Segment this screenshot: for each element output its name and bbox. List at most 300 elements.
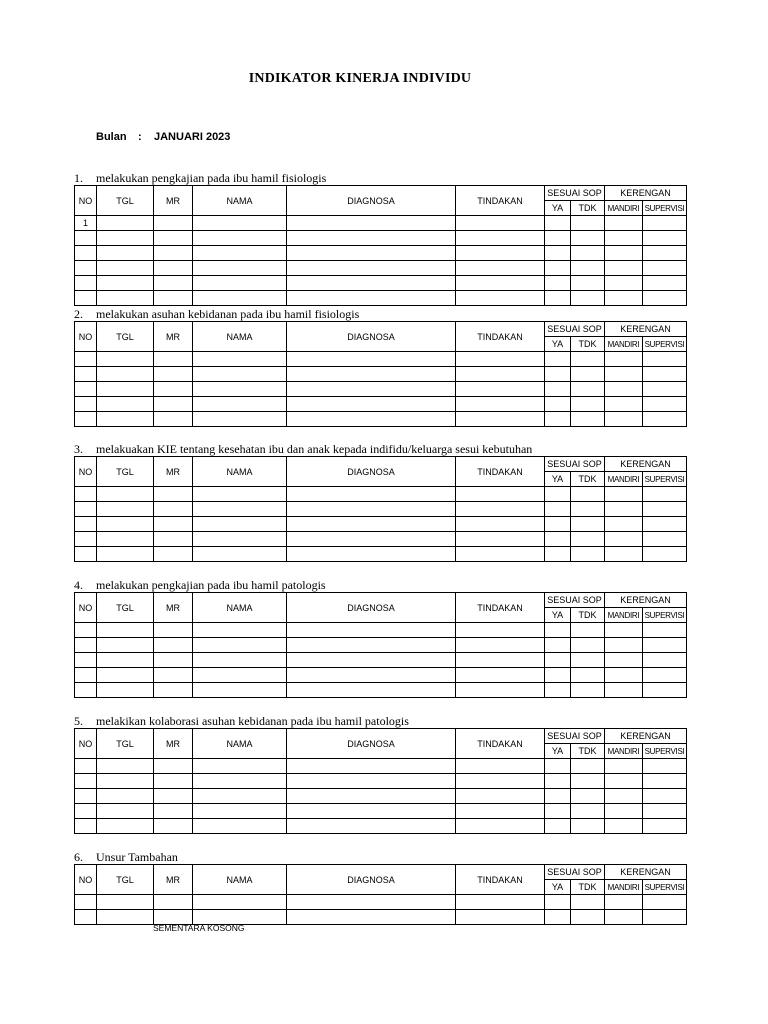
table-cell xyxy=(154,517,193,532)
table-cell xyxy=(75,352,97,367)
table-cell xyxy=(643,774,687,789)
table-cell xyxy=(605,653,643,668)
table-cell xyxy=(571,819,605,834)
header-tdk: TDK xyxy=(571,608,605,623)
header-nama: NAMA xyxy=(193,186,287,216)
table-cell xyxy=(545,547,571,562)
table-cell xyxy=(154,502,193,517)
table-cell xyxy=(193,412,287,427)
table-cell xyxy=(193,819,287,834)
header-mandiri: MANDIRI xyxy=(605,880,643,895)
table-cell xyxy=(97,547,154,562)
table-cell xyxy=(571,412,605,427)
table-cell xyxy=(545,487,571,502)
table-cell xyxy=(571,231,605,246)
table-cell xyxy=(643,653,687,668)
table-cell xyxy=(456,789,545,804)
table-cell xyxy=(287,352,456,367)
table-cell xyxy=(605,517,643,532)
header-kerengan: KERENGAN xyxy=(605,593,687,608)
table-cell xyxy=(605,231,643,246)
table-cell xyxy=(97,291,154,306)
header-ya: YA xyxy=(545,880,571,895)
table-cell xyxy=(545,653,571,668)
table-cell xyxy=(643,804,687,819)
table-cell xyxy=(456,502,545,517)
table-cell xyxy=(154,291,193,306)
table-cell xyxy=(193,231,287,246)
table-cell xyxy=(193,502,287,517)
table-cell xyxy=(605,352,643,367)
table-cell xyxy=(154,819,193,834)
month-label: Bulan xyxy=(96,131,127,143)
table-cell xyxy=(605,683,643,698)
table-row xyxy=(75,397,687,412)
table-cell xyxy=(287,819,456,834)
header-kerengan: KERENGAN xyxy=(605,322,687,337)
header-mr: MR xyxy=(154,186,193,216)
table-cell xyxy=(545,774,571,789)
table-cell xyxy=(97,759,154,774)
table-cell xyxy=(75,638,97,653)
table-row xyxy=(75,517,687,532)
table-cell xyxy=(643,216,687,231)
table-cell xyxy=(643,276,687,291)
table-cell xyxy=(154,789,193,804)
table-cell xyxy=(571,547,605,562)
table-cell xyxy=(97,382,154,397)
table-cell xyxy=(154,653,193,668)
table-cell xyxy=(545,759,571,774)
table-cell xyxy=(75,910,97,925)
table-cell xyxy=(545,804,571,819)
table-cell xyxy=(571,623,605,638)
table-cell xyxy=(456,638,545,653)
header-tindakan: TINDAKAN xyxy=(456,457,545,487)
table-cell xyxy=(605,291,643,306)
table-cell xyxy=(97,352,154,367)
table-cell xyxy=(287,668,456,683)
table-cell xyxy=(456,547,545,562)
table-row xyxy=(75,291,687,306)
header-supervisi: SUPERVISI xyxy=(643,608,687,623)
table-cell xyxy=(605,774,643,789)
header-ya: YA xyxy=(545,744,571,759)
table-cell xyxy=(571,246,605,261)
table-cell xyxy=(571,804,605,819)
header-no: NO xyxy=(75,322,97,352)
section-number: 6. xyxy=(74,850,83,864)
table-cell xyxy=(75,532,97,547)
indicator-table xyxy=(74,456,687,562)
table-cell xyxy=(545,231,571,246)
table-row xyxy=(75,623,687,638)
table-row xyxy=(75,502,687,517)
table-cell xyxy=(193,276,287,291)
table-row xyxy=(75,352,687,367)
indicator-table xyxy=(74,864,687,925)
header-tgl: TGL xyxy=(97,186,154,216)
table-row xyxy=(75,789,687,804)
table-cell xyxy=(456,246,545,261)
header-ya: YA xyxy=(545,337,571,352)
table-row xyxy=(75,216,687,231)
table-cell xyxy=(75,382,97,397)
table-cell xyxy=(75,789,97,804)
table-cell xyxy=(643,547,687,562)
header-ya: YA xyxy=(545,608,571,623)
table-cell xyxy=(97,246,154,261)
header-tindakan: TINDAKAN xyxy=(456,729,545,759)
header-no: NO xyxy=(75,729,97,759)
table-cell xyxy=(75,246,97,261)
section-number: 3. xyxy=(74,442,83,456)
document-title: INDIKATOR KINERJA INDIVIDU xyxy=(248,71,472,86)
header-mandiri: MANDIRI xyxy=(605,201,643,216)
table-cell xyxy=(75,623,97,638)
table-cell xyxy=(75,895,97,910)
indicator-table xyxy=(74,321,687,427)
table-cell xyxy=(545,895,571,910)
header-mandiri: MANDIRI xyxy=(605,744,643,759)
header-sesuai-sop: SESUAI SOP xyxy=(545,186,605,201)
header-nama: NAMA xyxy=(193,322,287,352)
header-diagnosa: DIAGNOSA xyxy=(287,186,456,216)
header-diagnosa: DIAGNOSA xyxy=(287,322,456,352)
header-mr: MR xyxy=(154,865,193,895)
table-cell xyxy=(193,261,287,276)
table-cell xyxy=(456,623,545,638)
table-cell xyxy=(456,367,545,382)
table-cell xyxy=(154,261,193,276)
table-cell xyxy=(287,397,456,412)
header-nama: NAMA xyxy=(193,729,287,759)
table-cell xyxy=(97,517,154,532)
table-cell xyxy=(545,819,571,834)
header-sesuai-sop: SESUAI SOP xyxy=(545,593,605,608)
table-cell xyxy=(643,668,687,683)
table-cell xyxy=(193,789,287,804)
table-cell xyxy=(545,397,571,412)
table-cell xyxy=(605,638,643,653)
table-cell xyxy=(605,759,643,774)
table-cell xyxy=(287,638,456,653)
table-cell xyxy=(571,759,605,774)
table-cell xyxy=(287,653,456,668)
table-cell xyxy=(571,653,605,668)
table-cell xyxy=(287,291,456,306)
table-cell xyxy=(545,789,571,804)
table-cell xyxy=(75,231,97,246)
table-cell xyxy=(643,352,687,367)
table-cell xyxy=(287,367,456,382)
table-cell xyxy=(154,668,193,683)
table-cell xyxy=(75,261,97,276)
table-cell xyxy=(571,668,605,683)
section-number: 4. xyxy=(74,578,83,592)
table-cell xyxy=(571,261,605,276)
table-cell xyxy=(154,276,193,291)
table-row xyxy=(75,412,687,427)
table-cell xyxy=(193,291,287,306)
table-row xyxy=(75,653,687,668)
table-cell xyxy=(97,412,154,427)
table-cell xyxy=(545,276,571,291)
table-cell xyxy=(545,623,571,638)
header-mr: MR xyxy=(154,593,193,623)
table-cell xyxy=(193,532,287,547)
table-cell xyxy=(97,261,154,276)
table-cell xyxy=(545,910,571,925)
table-cell xyxy=(97,502,154,517)
table-cell xyxy=(456,261,545,276)
table-cell xyxy=(643,895,687,910)
table-cell xyxy=(154,246,193,261)
table-cell xyxy=(154,623,193,638)
table-cell xyxy=(605,397,643,412)
table-cell xyxy=(287,231,456,246)
table-cell xyxy=(97,653,154,668)
table-row xyxy=(75,382,687,397)
header-sesuai-sop: SESUAI SOP xyxy=(545,322,605,337)
table-cell xyxy=(456,231,545,246)
table-cell xyxy=(75,412,97,427)
table-cell xyxy=(97,895,154,910)
table-row xyxy=(75,895,687,910)
table-row xyxy=(75,638,687,653)
table-cell xyxy=(545,367,571,382)
table-row xyxy=(75,261,687,276)
header-tindakan: TINDAKAN xyxy=(456,593,545,623)
table-cell xyxy=(97,487,154,502)
table-row xyxy=(75,774,687,789)
table-cell xyxy=(154,412,193,427)
table-cell xyxy=(75,276,97,291)
header-diagnosa: DIAGNOSA xyxy=(287,593,456,623)
header-ya: YA xyxy=(545,472,571,487)
section-title-text: Unsur Tambahan xyxy=(96,850,178,864)
table-cell xyxy=(193,517,287,532)
header-supervisi: SUPERVISI xyxy=(643,337,687,352)
table-cell xyxy=(287,261,456,276)
table-cell xyxy=(97,638,154,653)
header-no: NO xyxy=(75,457,97,487)
header-tgl: TGL xyxy=(97,729,154,759)
table-cell xyxy=(605,487,643,502)
table-cell xyxy=(287,216,456,231)
table-cell xyxy=(643,231,687,246)
table-cell xyxy=(287,246,456,261)
section-number: 1. xyxy=(74,171,83,185)
table-cell xyxy=(571,517,605,532)
table-cell xyxy=(571,502,605,517)
month-value: JANUARI 2023 xyxy=(154,131,231,143)
table-cell xyxy=(456,532,545,547)
header-supervisi: SUPERVISI xyxy=(643,472,687,487)
table-cell xyxy=(75,487,97,502)
table-cell xyxy=(643,291,687,306)
header-tdk: TDK xyxy=(571,744,605,759)
table-cell xyxy=(643,683,687,698)
table-cell xyxy=(154,352,193,367)
table-cell xyxy=(193,367,287,382)
table-cell xyxy=(154,231,193,246)
header-tdk: TDK xyxy=(571,472,605,487)
table-cell xyxy=(605,668,643,683)
table-row xyxy=(75,683,687,698)
table-cell xyxy=(545,382,571,397)
header-supervisi: SUPERVISI xyxy=(643,201,687,216)
table-cell xyxy=(643,623,687,638)
table-cell xyxy=(456,668,545,683)
table-cell xyxy=(193,397,287,412)
header-tdk: TDK xyxy=(571,880,605,895)
table-cell xyxy=(97,804,154,819)
table-cell xyxy=(154,638,193,653)
header-ya: YA xyxy=(545,201,571,216)
table-cell xyxy=(193,547,287,562)
table-cell xyxy=(456,683,545,698)
section-title-text: melakukan pengkajian pada ibu hamil fisiologis xyxy=(96,171,327,185)
table-cell xyxy=(154,397,193,412)
table-cell xyxy=(605,910,643,925)
table-cell xyxy=(643,397,687,412)
header-tdk: TDK xyxy=(571,337,605,352)
table-row xyxy=(75,759,687,774)
table-cell xyxy=(287,276,456,291)
table-cell xyxy=(287,382,456,397)
table-cell xyxy=(154,774,193,789)
table-row xyxy=(75,367,687,382)
header-sesuai-sop: SESUAI SOP xyxy=(545,729,605,744)
table-cell xyxy=(193,246,287,261)
table-cell xyxy=(456,216,545,231)
table-cell xyxy=(193,774,287,789)
table-cell xyxy=(287,774,456,789)
table-cell xyxy=(643,759,687,774)
table-cell xyxy=(97,910,154,925)
table-cell xyxy=(571,895,605,910)
table-cell xyxy=(571,487,605,502)
table-cell xyxy=(643,367,687,382)
table-cell xyxy=(75,517,97,532)
table-cell xyxy=(605,216,643,231)
table-cell xyxy=(456,276,545,291)
table-row xyxy=(75,819,687,834)
table-cell xyxy=(643,502,687,517)
table-cell xyxy=(456,804,545,819)
header-tindakan: TINDAKAN xyxy=(456,186,545,216)
table-cell xyxy=(193,895,287,910)
table-cell xyxy=(75,367,97,382)
table-cell xyxy=(287,532,456,547)
table-cell xyxy=(154,216,193,231)
table-cell xyxy=(605,895,643,910)
table-cell xyxy=(545,638,571,653)
table-cell xyxy=(97,216,154,231)
section-note: SEMENTARA KOSONG xyxy=(153,923,245,933)
table-cell xyxy=(287,895,456,910)
table-cell xyxy=(545,683,571,698)
table-cell xyxy=(605,261,643,276)
table-cell xyxy=(571,532,605,547)
header-diagnosa: DIAGNOSA xyxy=(287,865,456,895)
table-cell xyxy=(545,246,571,261)
table-cell xyxy=(287,683,456,698)
table-cell xyxy=(643,532,687,547)
table-row xyxy=(75,231,687,246)
table-cell xyxy=(456,352,545,367)
table-cell xyxy=(75,291,97,306)
table-row xyxy=(75,804,687,819)
table-cell xyxy=(545,352,571,367)
table-cell xyxy=(605,382,643,397)
table-cell xyxy=(643,638,687,653)
table-cell xyxy=(545,517,571,532)
indicator-table xyxy=(74,592,687,698)
header-diagnosa: DIAGNOSA xyxy=(287,729,456,759)
table-cell xyxy=(97,276,154,291)
table-cell xyxy=(571,382,605,397)
table-cell xyxy=(287,487,456,502)
header-tindakan: TINDAKAN xyxy=(456,322,545,352)
table-cell xyxy=(545,216,571,231)
table-row xyxy=(75,668,687,683)
section-title-text: melakukan asuhan kebidanan pada ibu hamil fisiologis xyxy=(96,307,360,321)
table-cell xyxy=(75,547,97,562)
header-no: NO xyxy=(75,186,97,216)
table-cell xyxy=(456,487,545,502)
table-cell xyxy=(75,804,97,819)
table-cell xyxy=(605,819,643,834)
table-cell xyxy=(456,397,545,412)
table-cell xyxy=(605,246,643,261)
table-cell xyxy=(456,412,545,427)
table-cell xyxy=(287,412,456,427)
table-cell xyxy=(571,910,605,925)
section-title-text: melakukan pengkajian pada ibu hamil patologis xyxy=(96,578,326,592)
table-row xyxy=(75,487,687,502)
table-cell xyxy=(545,261,571,276)
row-number: 1 xyxy=(75,216,97,231)
table-cell xyxy=(571,638,605,653)
indicator-table xyxy=(74,185,687,306)
table-cell xyxy=(193,653,287,668)
table-cell xyxy=(75,668,97,683)
table-cell xyxy=(154,532,193,547)
section-number: 5. xyxy=(74,714,83,728)
table-cell xyxy=(456,774,545,789)
header-mr: MR xyxy=(154,729,193,759)
table-cell xyxy=(193,216,287,231)
header-kerengan: KERENGAN xyxy=(605,186,687,201)
table-cell xyxy=(154,683,193,698)
header-tgl: TGL xyxy=(97,865,154,895)
header-tgl: TGL xyxy=(97,593,154,623)
table-cell xyxy=(571,774,605,789)
indicator-table xyxy=(74,728,687,834)
header-mr: MR xyxy=(154,457,193,487)
table-cell xyxy=(154,547,193,562)
table-cell xyxy=(571,367,605,382)
table-cell xyxy=(571,789,605,804)
table-cell xyxy=(75,819,97,834)
table-cell xyxy=(571,276,605,291)
header-tgl: TGL xyxy=(97,457,154,487)
table-cell xyxy=(97,819,154,834)
header-no: NO xyxy=(75,593,97,623)
table-cell xyxy=(571,291,605,306)
